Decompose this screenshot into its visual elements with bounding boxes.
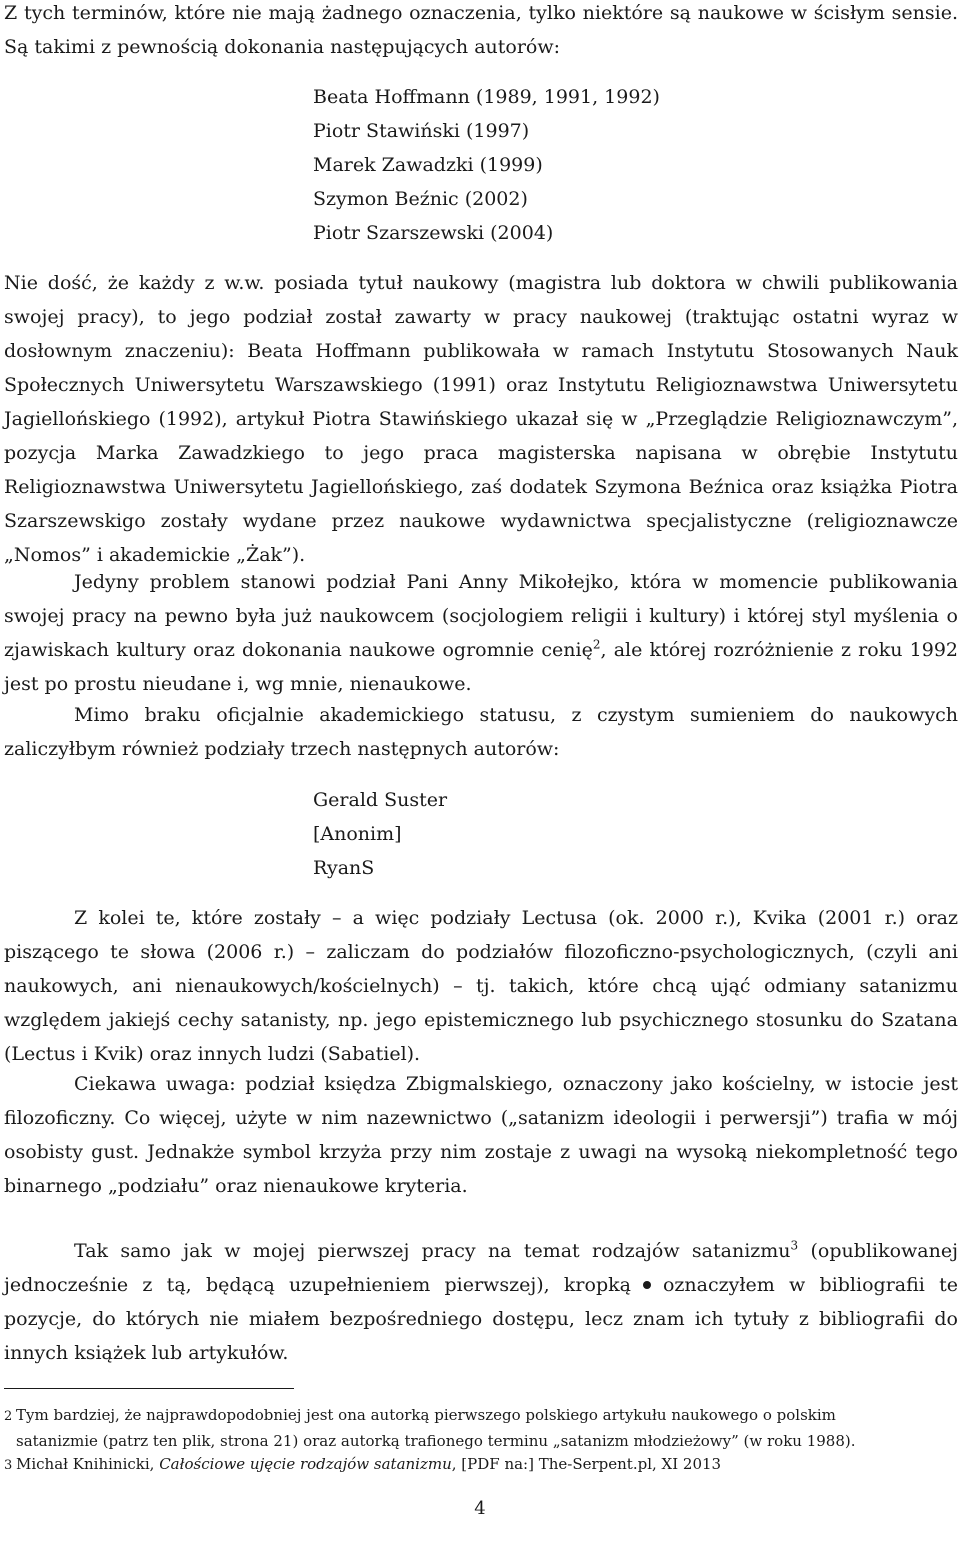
paragraph-justification: Nie dość, że każdy z w.w. posiada tytuł naukowy (magistra lub doktora w chwili publikowania swojej pracy), to jego podział został zawarty w pracy naukowej (traktując ostatni wyraz w dosłownym znaczeniu): Beata Hoffmann publikowała w ramach Instytutu Stosowanych Nauk Społecznych Uniwersytetu Warszawskiego (1991) oraz Instytutu Religioznawstwa Uniwersytetu Jagiellońskiego (1992), artykuł Piotra Stawińskiego ukazał się w „Przeglądzie Religioznawczym”, pozycja Marka Zawadzkiego to jego praca magisterska napisana w obrębie Instytutu Religioznawstwa Uniwersytetu Jagiellońskiego, zaś dodatek Szymona Beźnica oraz książka Piotra Szarszewskigo zostały wydane przez naukowe wydawnictwa specjalistyczne (religioznawcze „Nomos” i akademickie „Żak”). [4,272,958,566]
footnote-text: Tym bardziej, że najprawdopodobniej jest ona autorką pierwszego polskiego artykułu naukowego o polskim [16,1406,836,1424]
list-item: [Anonim] [313,823,402,845]
paragraph-mikolejko [4,565,958,701]
paragraph-nonacademic-intro: Mimo braku oficjalnie akademickiego statusu, z czystym sumieniem do naukowych zaliczyłbym również podziały trzech następnych autorów: [4,704,958,760]
list-item: Beata Hoffmann (1989, 1991, 1992) [313,86,660,108]
bullet-dot-icon [643,1281,651,1289]
paragraph-intro: Z tych terminów, które nie mają żadnego oznaczenia, tylko niektóre są naukowe w ścisłym sensie. Są takimi z pewnością dokonania następujących autorów: [4,2,958,58]
footnote-separator [4,1388,294,1389]
paragraph-bibliography [4,1234,958,1370]
scientific-authors-list [313,80,660,250]
paragraph-text: Tak samo jak w mojej pierwszej pracy na temat rodzajów satanizmu [74,1240,791,1262]
paragraph-philosophical: Z kolei te, które zostały – a więc podziały Lectusa (ok. 2000 r.), Kvika (2001 r.) oraz piszącego te słowa (2006 r.) – zaliczam do podziałów filozoficzno-psychologicznych, (czyli ani naukowych, ani nienaukowych/kościelnych) – tj. takich, które chcą ująć odmiany satanizmu względem jakiejś cechy satanisty, np. jego epistemicznego lub psychicznego stosunku do Szatana (Lectus i Kvik) oraz innych ludzi (Sabatiel). [4,907,958,1065]
nonacademic-authors-list [313,783,447,885]
paragraph-text: , ale której rozróżnienie z roku 1992 jest po prostu nieudane i, wg mnie, nienaukowe. [4,639,958,695]
paragraph-text: oznaczyłem w bibliografii te pozycje, do których nie miałem bezpośredniego dostępu, lecz znam ich tytuły z bibliografii do innych książek lub artykułów. [4,1274,958,1364]
list-item: Gerald Suster [313,789,448,811]
footnote-2 [4,1403,924,1453]
footnote-text: satanizmie (patrz ten plik, strona 21) oraz autorką trafionego terminu „satanizm młodzieżowy” (w roku 1988). [16,1432,856,1450]
footnote-title: Całościowe ujęcie rodzajów satanizmu [159,1455,452,1473]
footnote-text: Michał Knihinicki, [16,1455,160,1473]
footnote-3 [4,1452,924,1478]
page-number: 4 [474,1498,486,1519]
list-item: Piotr Szarszewski (2004) [313,222,554,244]
footnote-text: , [PDF na:] The-Serpent.pl, XI 2013 [451,1455,722,1473]
list-item: Szymon Beźnic (2002) [313,188,528,210]
paragraph-text: (opublikowanej jednocześnie z tą, będącą uzupełnieniem pierwszej), kropką [4,1240,958,1296]
list-item: Piotr Stawiński (1997) [313,120,530,142]
list-item: RyanS [313,857,375,879]
paragraph-text: Jedyny problem stanowi podział Pani Anny Mikołejko, która w momencie publikowania swojej pracy na pewno była już naukowcem (socjologiem religii i kultury) i której styl myślenia o zjawiskach kultury oraz dokonania naukowe ogromnie cenię [4,571,958,661]
footnote-number: 2 [4,1409,13,1424]
footnote-ref-3: 3 [790,1238,799,1253]
footnote-ref-2: 2 [592,637,601,652]
list-item: Marek Zawadzki (1999) [313,154,543,176]
footnote-number: 3 [4,1458,13,1473]
paragraph-note: Ciekawa uwaga: podział księdza Zbigmalskiego, oznaczony jako kościelny, w istocie jest filozoficzny. Co więcej, użyte w nim nazewnictwo („satanizm ideologii i perwersji”) trafia w mój osobisty gust. Jednakże symbol krzyża przy nim zostaje z uwagi na wysoką niekompletność tego binarnego „podziału” oraz nienaukowe kryteria. [4,1073,958,1197]
